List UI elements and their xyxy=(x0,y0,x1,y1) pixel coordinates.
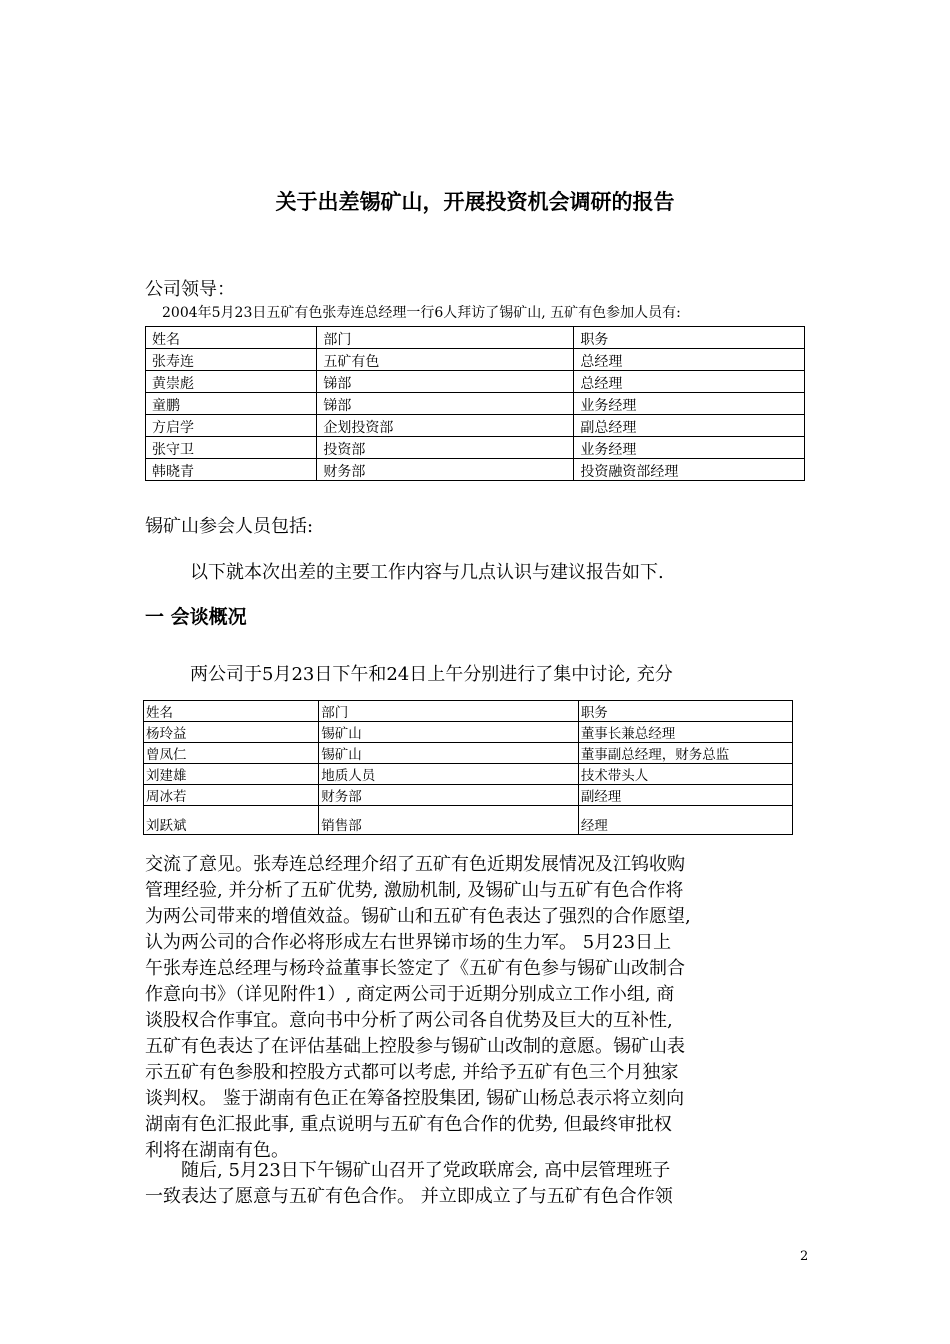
table-cell: 锑部 xyxy=(317,393,574,415)
table-cell: 副经理 xyxy=(578,785,792,806)
table-header-cell: 部门 xyxy=(319,701,579,722)
paragraph-line: 湖南有色汇报此事, 重点说明与五矿有色合作的优势, 但最终审批权 xyxy=(145,1114,672,1135)
table-row xyxy=(144,743,793,764)
table-cell: 财务部 xyxy=(317,459,574,481)
table-cell: 副总经理 xyxy=(574,415,805,437)
table-row xyxy=(146,437,805,459)
paragraph-line: 谈判权。 鉴于湖南有色正在筹备控股集团, 锡矿山杨总表示将立刻向 xyxy=(145,1088,685,1109)
table-row xyxy=(144,764,793,785)
table-header-cell: 姓名 xyxy=(144,701,319,722)
table-cell: 方启学 xyxy=(146,415,317,437)
table-row xyxy=(146,349,805,371)
paragraph-line: 示五矿有色参股和控股方式都可以考虑, 并给予五矿有色三个月独家 xyxy=(145,1062,679,1083)
table-cell: 张守卫 xyxy=(146,437,317,459)
table-cell: 童鹏 xyxy=(146,393,317,415)
paragraph-line: 五矿有色表达了在评估基础上控股参与锡矿山改制的意愿。锡矿山表 xyxy=(145,1036,685,1057)
table-header-row xyxy=(146,327,805,349)
paragraph-line: 一致表达了愿意与五矿有色合作。 并立即成立了与五矿有色合作领 xyxy=(145,1186,673,1207)
table-cell: 董事副总经理，财务总监 xyxy=(578,743,792,764)
table-cell: 杨玲益 xyxy=(144,722,319,743)
table-header-cell: 部门 xyxy=(317,327,574,349)
table-cell: 锡矿山 xyxy=(319,722,579,743)
table-row xyxy=(146,415,805,437)
page-number: 2 xyxy=(800,1249,809,1264)
table-cell: 经理 xyxy=(578,806,792,835)
table-row xyxy=(144,806,793,835)
table-cell: 韩晓青 xyxy=(146,459,317,481)
table-cell: 财务部 xyxy=(319,785,579,806)
section1-heading: 一 会谈概况 xyxy=(145,606,247,628)
paragraph-line: 交流了意见。张寿连总经理介绍了五矿有色近期发展情况及江钨收购 xyxy=(145,854,685,875)
paragraph-line: 午张寿连总经理与杨玲益董事长签定了《五矿有色参与锡矿山改制合 xyxy=(145,958,685,979)
table-cell: 刘建雄 xyxy=(144,764,319,785)
minmetals-attendees-table xyxy=(145,326,805,481)
table-header-cell: 职务 xyxy=(574,327,805,349)
table-header-cell: 职务 xyxy=(578,701,792,722)
table-cell: 企划投资部 xyxy=(317,415,574,437)
table-cell: 黄崇彪 xyxy=(146,371,317,393)
report-intro: 以下就本次出差的主要工作内容与几点认识与建议报告如下. xyxy=(190,562,664,583)
table-cell: 曾凤仁 xyxy=(144,743,319,764)
table-cell: 刘跃斌 xyxy=(144,806,319,835)
table-cell: 张寿连 xyxy=(146,349,317,371)
paragraph-line: 随后, 5月23日下午锡矿山召开了党政联席会, 高中层管理班子 xyxy=(145,1160,671,1181)
table-cell: 董事长兼总经理 xyxy=(578,722,792,743)
paragraph-2 xyxy=(145,1158,673,1210)
table-cell: 锡矿山 xyxy=(319,743,579,764)
paragraph-line: 谈股权合作事宜。意向书中分析了两公司各自优势及巨大的互补性, xyxy=(145,1010,673,1031)
xks-attendees-table xyxy=(143,700,793,835)
table-header-cell: 姓名 xyxy=(146,327,317,349)
paragraph-1 xyxy=(145,852,691,1164)
table-cell: 销售部 xyxy=(319,806,579,835)
table-cell: 五矿有色 xyxy=(317,349,574,371)
table-cell: 锑部 xyxy=(317,371,574,393)
table-row xyxy=(144,722,793,743)
table-row xyxy=(144,785,793,806)
paragraph-line: 作意向书》（详见附件1）, 商定两公司于近期分别成立工作小组, 商 xyxy=(145,984,675,1005)
table-cell: 投资部 xyxy=(317,437,574,459)
paragraph-line: 为两公司带来的增值效益。锡矿山和五矿有色表达了强烈的合作愿望, xyxy=(145,906,691,927)
table-cell: 投资融资部经理 xyxy=(574,459,805,481)
table-header-row xyxy=(144,701,793,722)
table-cell: 技术带头人 xyxy=(578,764,792,785)
intro-text: 2004年5月23日五矿有色张寿连总经理一行6人拜访了锡矿山, 五矿有色参加人员有: xyxy=(162,305,681,321)
table-cell: 业务经理 xyxy=(574,437,805,459)
table-row xyxy=(146,371,805,393)
table-cell: 总经理 xyxy=(574,371,805,393)
paragraph-line: 认为两公司的合作必将形成左右世界锑市场的生力军。 5月23日上 xyxy=(145,932,672,953)
table-row xyxy=(146,459,805,481)
table1-body xyxy=(146,327,805,481)
table-cell: 业务经理 xyxy=(574,393,805,415)
table-cell: 地质人员 xyxy=(319,764,579,785)
paragraph-line: 管理经验, 并分析了五矿优势, 激励机制, 及锡矿山与五矿有色合作将 xyxy=(145,880,684,901)
table-row xyxy=(146,393,805,415)
table2-body xyxy=(144,701,793,835)
paragraph-line: 利将在湖南有色。 xyxy=(145,1140,289,1161)
salutation: 公司领导： xyxy=(145,279,235,300)
section1-first-line: 两公司于5月23日下午和24日上午分别进行了集中讨论, 充分 xyxy=(190,664,673,685)
table-cell: 周冰若 xyxy=(144,785,319,806)
xks-attendees-label: 锡矿山参会人员包括: xyxy=(145,516,314,537)
document-title: 关于出差锡矿山，开展投资机会调研的报告 xyxy=(275,190,675,214)
table-cell: 总经理 xyxy=(574,349,805,371)
